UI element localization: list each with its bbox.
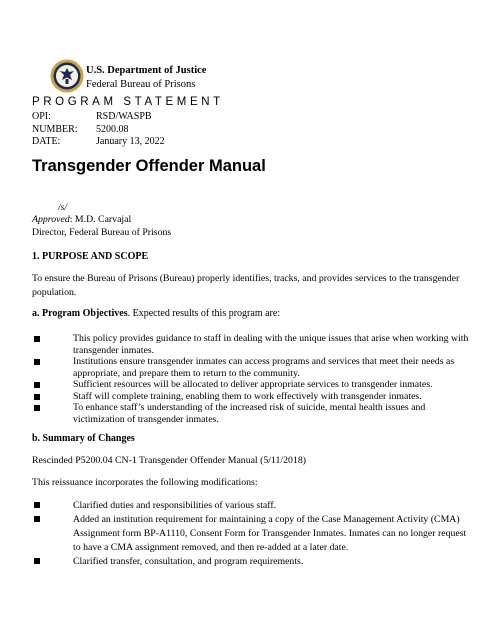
modifications-list bbox=[32, 499, 472, 569]
purpose-paragraph: To ensure the Bureau of Prisons (Bureau) properly identifies, tracks, and provides services to the transgender population. bbox=[32, 273, 460, 298]
bullet-square-icon bbox=[34, 359, 40, 365]
meta-label: OPI: bbox=[32, 111, 51, 122]
approved-label: Approved bbox=[32, 214, 70, 225]
list-item-text: This policy provides guidance to staff in dealing with the unique issues that arise when working with transgender inmates. bbox=[73, 333, 469, 356]
list-item bbox=[32, 356, 472, 379]
list-item-text: Sufficient resources will be allocated to deliver appropriate services to transgender inmates. bbox=[73, 379, 433, 390]
list-item bbox=[32, 379, 472, 391]
program-objectives-text: . Expected results of this program are: bbox=[127, 308, 281, 319]
bullet-square-icon bbox=[34, 382, 40, 388]
rescinded-line: Rescinded P5200.04 CN-1 Transgender Offender Manual (5/11/2018) bbox=[32, 455, 307, 466]
meta-label: DATE: bbox=[32, 136, 61, 147]
approval-block bbox=[32, 214, 171, 239]
bullet-square-icon bbox=[34, 394, 40, 400]
list-item-text: Clarified transfer, consultation, and program requirements. bbox=[73, 556, 304, 567]
agency-block bbox=[86, 64, 206, 91]
meta-row-date bbox=[32, 136, 165, 149]
approved-name: : M.D. Carvajal bbox=[69, 214, 132, 225]
list-item-text: To enhance staff’s understanding of the increased risk of suicide, mental health issues and victimization of transgender inmates. bbox=[73, 402, 426, 425]
bullet-square-icon bbox=[34, 558, 40, 564]
department-name: U.S. Department of Justice bbox=[86, 65, 207, 76]
list-item-text: Added an institution requirement for maintaining a copy of the Case Management Activity (CMA) Assignment form BP-A1110, Consent Form for Transgender Inmates. Inmates can no longer request to have a CMA assignment removed, and then re-added at a later date. bbox=[73, 514, 467, 553]
list-item bbox=[32, 402, 472, 425]
section-heading-purpose: 1. PURPOSE AND SCOPE bbox=[32, 251, 149, 262]
meta-value: 5200.08 bbox=[96, 123, 129, 135]
list-item bbox=[32, 555, 472, 569]
approver-position: Director, Federal Bureau of Prisons bbox=[32, 226, 172, 238]
bullet-square-icon bbox=[34, 516, 40, 522]
list-item bbox=[32, 499, 472, 513]
bullet-square-icon bbox=[34, 502, 40, 508]
program-objectives-label: a. Program Objectives bbox=[32, 308, 128, 319]
bullet-square-icon bbox=[34, 336, 40, 342]
list-item bbox=[32, 333, 472, 356]
meta-value: RSD/WASPB bbox=[96, 111, 152, 122]
meta-value: January 13, 2022 bbox=[96, 136, 165, 147]
list-item-text: Institutions ensure transgender inmates can access programs and services that meet their needs as appropriate, and prepare them to return to the community. bbox=[73, 356, 455, 379]
approved-line bbox=[32, 214, 171, 227]
summary-of-changes-heading: b. Summary of Changes bbox=[32, 433, 135, 444]
list-item-text: Clarified duties and responsibilities of various staff. bbox=[73, 500, 277, 511]
modifications-intro: This reissuance incorporates the following modifications: bbox=[32, 477, 258, 488]
meta-label: NUMBER: bbox=[32, 123, 78, 135]
program-objectives-line bbox=[32, 308, 280, 319]
bureau-name: Federal Bureau of Prisons bbox=[86, 78, 196, 90]
meta-row-number bbox=[32, 124, 165, 137]
meta-row-opi bbox=[32, 111, 165, 124]
objectives-list bbox=[32, 333, 472, 425]
document-title: Transgender Offender Manual bbox=[32, 157, 266, 175]
list-item-text: Staff will complete training, enabling them to work effectively with transgender inmates. bbox=[73, 390, 422, 402]
list-item bbox=[32, 513, 472, 555]
signature-mark: /s/ bbox=[58, 203, 67, 213]
document-type: PROGRAM STATEMENT bbox=[32, 96, 224, 108]
doj-seal-icon bbox=[50, 59, 84, 93]
document-meta bbox=[32, 111, 165, 149]
list-item bbox=[32, 391, 472, 403]
bullet-square-icon bbox=[34, 405, 40, 411]
